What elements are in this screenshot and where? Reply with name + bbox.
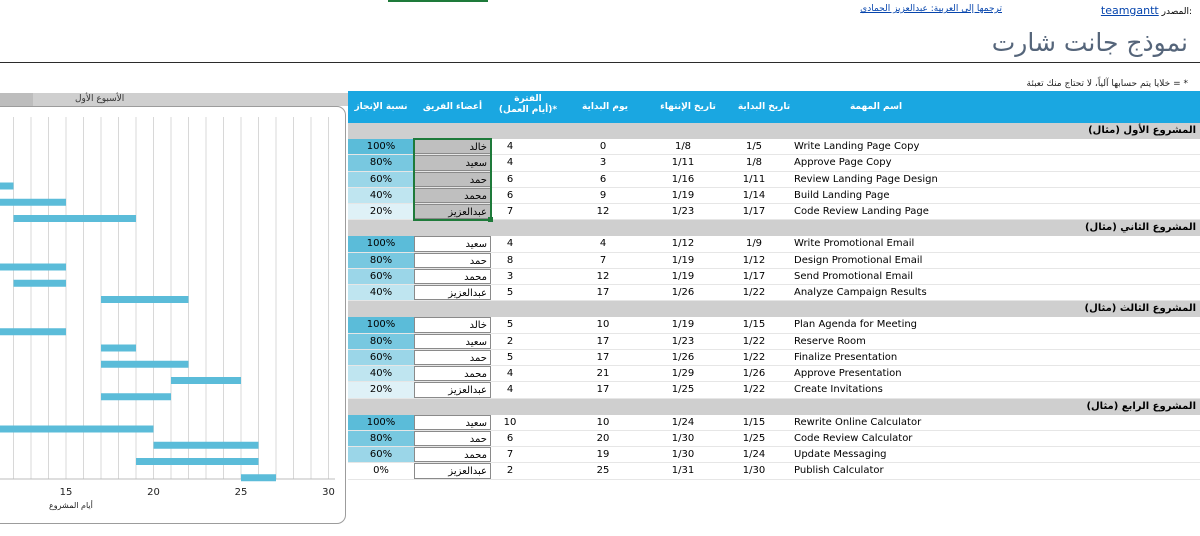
start-day-cell: 25 <box>596 465 610 477</box>
start-date-cell[interactable]: 1/25 <box>742 432 766 444</box>
gantt-bar[interactable] <box>154 442 259 449</box>
calculated-cells-note: خلايا يتم حسابها آلياً، لا تحتاج منك تعبئة = * <box>1026 79 1188 89</box>
team-member-cell[interactable]: عبدالعزيز <box>414 382 491 397</box>
duration-cell: 5 <box>506 351 514 363</box>
header-progress: نسبة الإنجاز <box>354 102 408 112</box>
task-name-cell[interactable]: Code Review Landing Page <box>794 206 929 217</box>
gantt-bar[interactable] <box>14 280 67 287</box>
team-member-cell[interactable]: عبدالعزيز <box>414 285 491 300</box>
task-row <box>348 253 1200 269</box>
task-row <box>348 236 1200 252</box>
week-header <box>0 93 348 106</box>
task-name-cell[interactable]: Send Promotional Email <box>794 270 914 282</box>
end-date-cell[interactable]: 1/31 <box>671 465 695 477</box>
team-member-cell[interactable]: سعيد <box>414 155 491 170</box>
gantt-bar[interactable] <box>14 215 137 222</box>
title-divider <box>0 62 1200 63</box>
start-day-cell: 12 <box>596 206 610 217</box>
task-name-cell[interactable]: Finalize Presentation <box>794 351 898 363</box>
team-member-cell[interactable]: محمد <box>414 269 491 284</box>
duration-cell: 4 <box>506 157 514 169</box>
start-date-cell[interactable]: 1/22 <box>742 287 766 298</box>
start-day-cell: 19 <box>596 449 610 460</box>
start-day-cell: 10 <box>596 416 610 428</box>
start-date-cell[interactable]: 1/8 <box>745 157 763 169</box>
team-member-cell[interactable]: سعيد <box>414 415 491 430</box>
team-member-cell[interactable]: خالد <box>414 317 491 332</box>
start-date-cell[interactable]: 1/17 <box>742 206 766 217</box>
task-row <box>348 350 1200 366</box>
progress-cell[interactable]: 80% <box>348 431 414 446</box>
x-axis-title: أيام المشروع <box>49 501 93 510</box>
team-member-cell[interactable]: سعيد <box>414 236 491 251</box>
task-name-cell[interactable]: Publish Calculator <box>794 465 884 477</box>
project-group-label: المشروع الثالث (مثال) <box>1084 303 1196 315</box>
progress-cell[interactable]: 80% <box>348 253 414 268</box>
team-member-cell[interactable]: عبدالعزيز <box>414 204 491 219</box>
project-group-label: المشروع الرابع (مثال) <box>1086 400 1196 412</box>
end-date-cell[interactable]: 1/24 <box>671 416 695 428</box>
task-name-cell[interactable]: Plan Agenda for Meeting <box>794 319 918 331</box>
gantt-bar[interactable] <box>241 474 276 481</box>
progress-cell[interactable]: 60% <box>348 269 414 284</box>
task-row <box>348 285 1200 301</box>
start-date-cell[interactable]: 1/22 <box>742 351 766 363</box>
team-member-cell[interactable]: سعيد <box>414 334 491 349</box>
task-row <box>348 415 1200 431</box>
end-date-cell[interactable]: 1/19 <box>671 189 695 201</box>
gantt-chart[interactable] <box>0 106 346 524</box>
start-date-cell[interactable]: 1/15 <box>742 319 766 331</box>
duration-cell: 4 <box>506 368 514 379</box>
end-date-cell[interactable]: 1/23 <box>671 206 695 217</box>
start-day-cell: 10 <box>596 319 610 331</box>
start-day-cell: 17 <box>596 335 610 347</box>
duration-cell: 3 <box>506 270 514 282</box>
start-day-cell: 12 <box>596 270 610 282</box>
project-group-label: المشروع الأول (مثال) <box>1088 125 1196 136</box>
start-date-cell[interactable]: 1/22 <box>742 384 766 396</box>
team-member-cell[interactable]: حمد <box>414 350 491 365</box>
gantt-bar[interactable] <box>101 393 171 400</box>
gantt-bar[interactable] <box>136 458 259 465</box>
duration-cell: 5 <box>506 319 514 331</box>
project-group-header <box>348 123 1200 139</box>
fill-handle[interactable] <box>488 217 493 222</box>
task-name-cell[interactable]: Review Landing Page Design <box>794 173 938 185</box>
start-day-cell: 4 <box>599 238 607 250</box>
duration-cell: 5 <box>506 287 514 298</box>
task-name-cell[interactable]: Approve Presentation <box>794 368 902 379</box>
start-date-cell[interactable]: 1/15 <box>742 416 766 428</box>
duration-cell: 6 <box>506 189 514 201</box>
progress-cell[interactable]: 100% <box>348 139 414 154</box>
duration-cell: 4 <box>506 238 514 250</box>
task-name-cell[interactable]: Design Promotional Email <box>794 254 923 266</box>
project-group-header <box>348 301 1200 317</box>
team-member-cell[interactable]: حمد <box>414 431 491 446</box>
progress-cell[interactable]: 80% <box>348 155 414 170</box>
gantt-bar[interactable] <box>0 199 66 206</box>
header-end-date: تاريخ الإنتهاء <box>660 102 716 112</box>
end-date-cell[interactable]: 1/8 <box>674 141 692 152</box>
progress-cell[interactable]: 40% <box>348 285 414 300</box>
gantt-bar[interactable] <box>101 361 189 368</box>
task-row <box>348 172 1200 188</box>
start-day-cell: 17 <box>596 384 610 396</box>
source-label: المصدر: <box>1161 7 1192 17</box>
task-name-cell[interactable]: Update Messaging <box>794 449 887 460</box>
x-tick-label: 30 <box>322 487 335 498</box>
duration-cell: 2 <box>506 465 514 477</box>
start-day-cell: 0 <box>599 141 607 152</box>
duration-cell: 7 <box>506 449 514 460</box>
credits <box>860 4 1192 17</box>
task-name-cell[interactable]: Build Landing Page <box>794 189 890 201</box>
team-member-cell[interactable]: محمد <box>414 447 491 462</box>
end-date-cell[interactable]: 1/29 <box>671 368 695 379</box>
start-day-cell: 9 <box>599 189 607 201</box>
end-date-cell[interactable]: 1/26 <box>671 351 695 363</box>
progress-cell[interactable]: 20% <box>348 204 414 219</box>
gantt-bar[interactable] <box>0 426 154 433</box>
progress-cell[interactable]: 60% <box>348 172 414 187</box>
end-date-cell[interactable]: 1/19 <box>671 270 695 282</box>
gantt-bar[interactable] <box>0 264 66 271</box>
task-name-cell[interactable]: Approve Page Copy <box>794 157 892 169</box>
header-start-date: تاريخ البداية <box>737 102 791 112</box>
header-start-day: يوم البداية <box>581 102 628 112</box>
start-day-cell: 17 <box>596 287 610 298</box>
duration-cell: 8 <box>506 254 514 266</box>
gantt-chart-canvas <box>0 107 347 525</box>
x-tick-label: 20 <box>147 487 160 498</box>
start-date-cell[interactable]: 1/24 <box>742 449 766 460</box>
start-date-cell[interactable]: 1/11 <box>742 173 766 185</box>
duration-cell: 10 <box>503 416 517 428</box>
task-name-cell[interactable]: Reserve Room <box>794 335 866 347</box>
start-date-cell[interactable]: 1/26 <box>742 368 766 379</box>
header-task-name: اسم المهمة <box>849 102 903 112</box>
gantt-bar[interactable] <box>101 345 136 352</box>
task-name-cell[interactable]: Analyze Campaign Results <box>794 287 927 298</box>
progress-cell[interactable]: 40% <box>348 188 414 203</box>
end-date-cell[interactable]: 1/11 <box>671 157 695 169</box>
start-day-cell: 6 <box>599 173 607 185</box>
team-member-cell[interactable]: محمد <box>414 188 491 203</box>
task-name-cell[interactable]: Create Invitations <box>794 384 883 396</box>
progress-cell[interactable]: 100% <box>348 236 414 251</box>
start-date-cell[interactable]: 1/17 <box>742 270 766 282</box>
gantt-bar[interactable] <box>0 328 66 335</box>
project-group-header <box>348 399 1200 415</box>
progress-cell[interactable]: 20% <box>348 382 414 397</box>
project-group-label: المشروع الثاني (مثال) <box>1084 222 1196 234</box>
team-member-cell[interactable]: عبدالعزيز <box>414 463 491 478</box>
translator-credit[interactable]: ترجمها إلى العربية: عبدالعزيز الحمادي <box>860 4 1002 14</box>
gantt-bar[interactable] <box>0 183 14 190</box>
task-row <box>348 366 1200 382</box>
task-row <box>348 334 1200 350</box>
duration-cell: 6 <box>506 173 514 185</box>
week-label: الأسبوع الأول <box>75 94 125 104</box>
progress-cell[interactable]: 100% <box>348 415 414 430</box>
task-row <box>348 269 1200 285</box>
end-date-cell[interactable]: 1/26 <box>671 287 695 298</box>
task-row <box>348 382 1200 398</box>
task-row <box>348 155 1200 171</box>
end-date-cell[interactable]: 1/25 <box>671 384 695 396</box>
start-day-cell: 17 <box>596 351 610 363</box>
task-name-cell[interactable]: Write Promotional Email <box>794 238 915 250</box>
header-team: أعضاء الفريق <box>422 102 483 112</box>
gantt-bar[interactable] <box>171 377 241 384</box>
page-title: نموذج جانت شارت <box>991 28 1188 57</box>
task-row <box>348 317 1200 333</box>
project-group-header <box>348 220 1200 236</box>
start-date-cell[interactable]: 1/30 <box>742 465 766 477</box>
end-date-cell[interactable]: 1/30 <box>671 449 695 460</box>
progress-cell[interactable]: 80% <box>348 334 414 349</box>
duration-cell: 7 <box>506 206 514 217</box>
duration-cell: 4 <box>506 384 514 396</box>
end-date-cell[interactable]: 1/23 <box>671 335 695 347</box>
start-date-cell[interactable]: 1/5 <box>745 141 763 152</box>
start-day-cell: 3 <box>599 157 607 169</box>
active-tab-indicator <box>388 0 488 2</box>
header-duration: الفترة (أيام العمل)* <box>498 94 558 116</box>
task-table <box>348 91 1200 480</box>
end-date-cell[interactable]: 1/16 <box>671 173 695 185</box>
start-day-cell: 21 <box>596 368 610 379</box>
duration-cell: 6 <box>506 432 514 444</box>
team-member-cell[interactable]: حمد <box>414 253 491 268</box>
end-date-cell[interactable]: 1/19 <box>671 254 695 266</box>
start-day-cell: 7 <box>599 254 607 266</box>
task-name-cell[interactable]: Rewrite Online Calculator <box>794 416 922 428</box>
end-date-cell[interactable]: 1/19 <box>671 319 695 331</box>
task-row <box>348 463 1200 479</box>
duration-cell: 2 <box>506 335 514 347</box>
end-date-cell[interactable]: 1/12 <box>671 238 695 250</box>
task-name-cell[interactable]: Code Review Calculator <box>794 432 913 444</box>
gantt-bar[interactable] <box>101 296 189 303</box>
task-row <box>348 139 1200 155</box>
task-row <box>348 204 1200 220</box>
task-row <box>348 447 1200 463</box>
table-body <box>348 123 1200 480</box>
start-day-cell: 20 <box>596 432 610 444</box>
source-link[interactable]: teamgantt <box>1100 4 1159 17</box>
progress-cell[interactable]: 60% <box>348 350 414 365</box>
x-tick-label: 15 <box>59 487 73 498</box>
task-row <box>348 431 1200 447</box>
x-tick-label: 25 <box>234 487 248 498</box>
progress-cell[interactable]: 40% <box>348 366 414 381</box>
start-date-cell[interactable]: 1/9 <box>745 238 763 250</box>
team-member-cell[interactable]: حمد <box>414 172 491 187</box>
start-date-cell[interactable]: 1/22 <box>742 335 766 347</box>
team-member-cell[interactable]: محمد <box>414 366 491 381</box>
task-row <box>348 188 1200 204</box>
table-header <box>348 91 1200 123</box>
progress-cell[interactable]: 100% <box>348 317 414 332</box>
start-date-cell[interactable]: 1/12 <box>742 254 766 266</box>
start-date-cell[interactable]: 1/14 <box>742 189 766 201</box>
progress-cell[interactable]: 60% <box>348 447 414 462</box>
team-member-cell[interactable]: خالد <box>414 139 491 154</box>
duration-cell: 4 <box>506 141 514 152</box>
progress-cell[interactable]: 0% <box>348 463 414 478</box>
end-date-cell[interactable]: 1/30 <box>671 432 695 444</box>
task-name-cell[interactable]: Write Landing Page Copy <box>794 141 920 152</box>
